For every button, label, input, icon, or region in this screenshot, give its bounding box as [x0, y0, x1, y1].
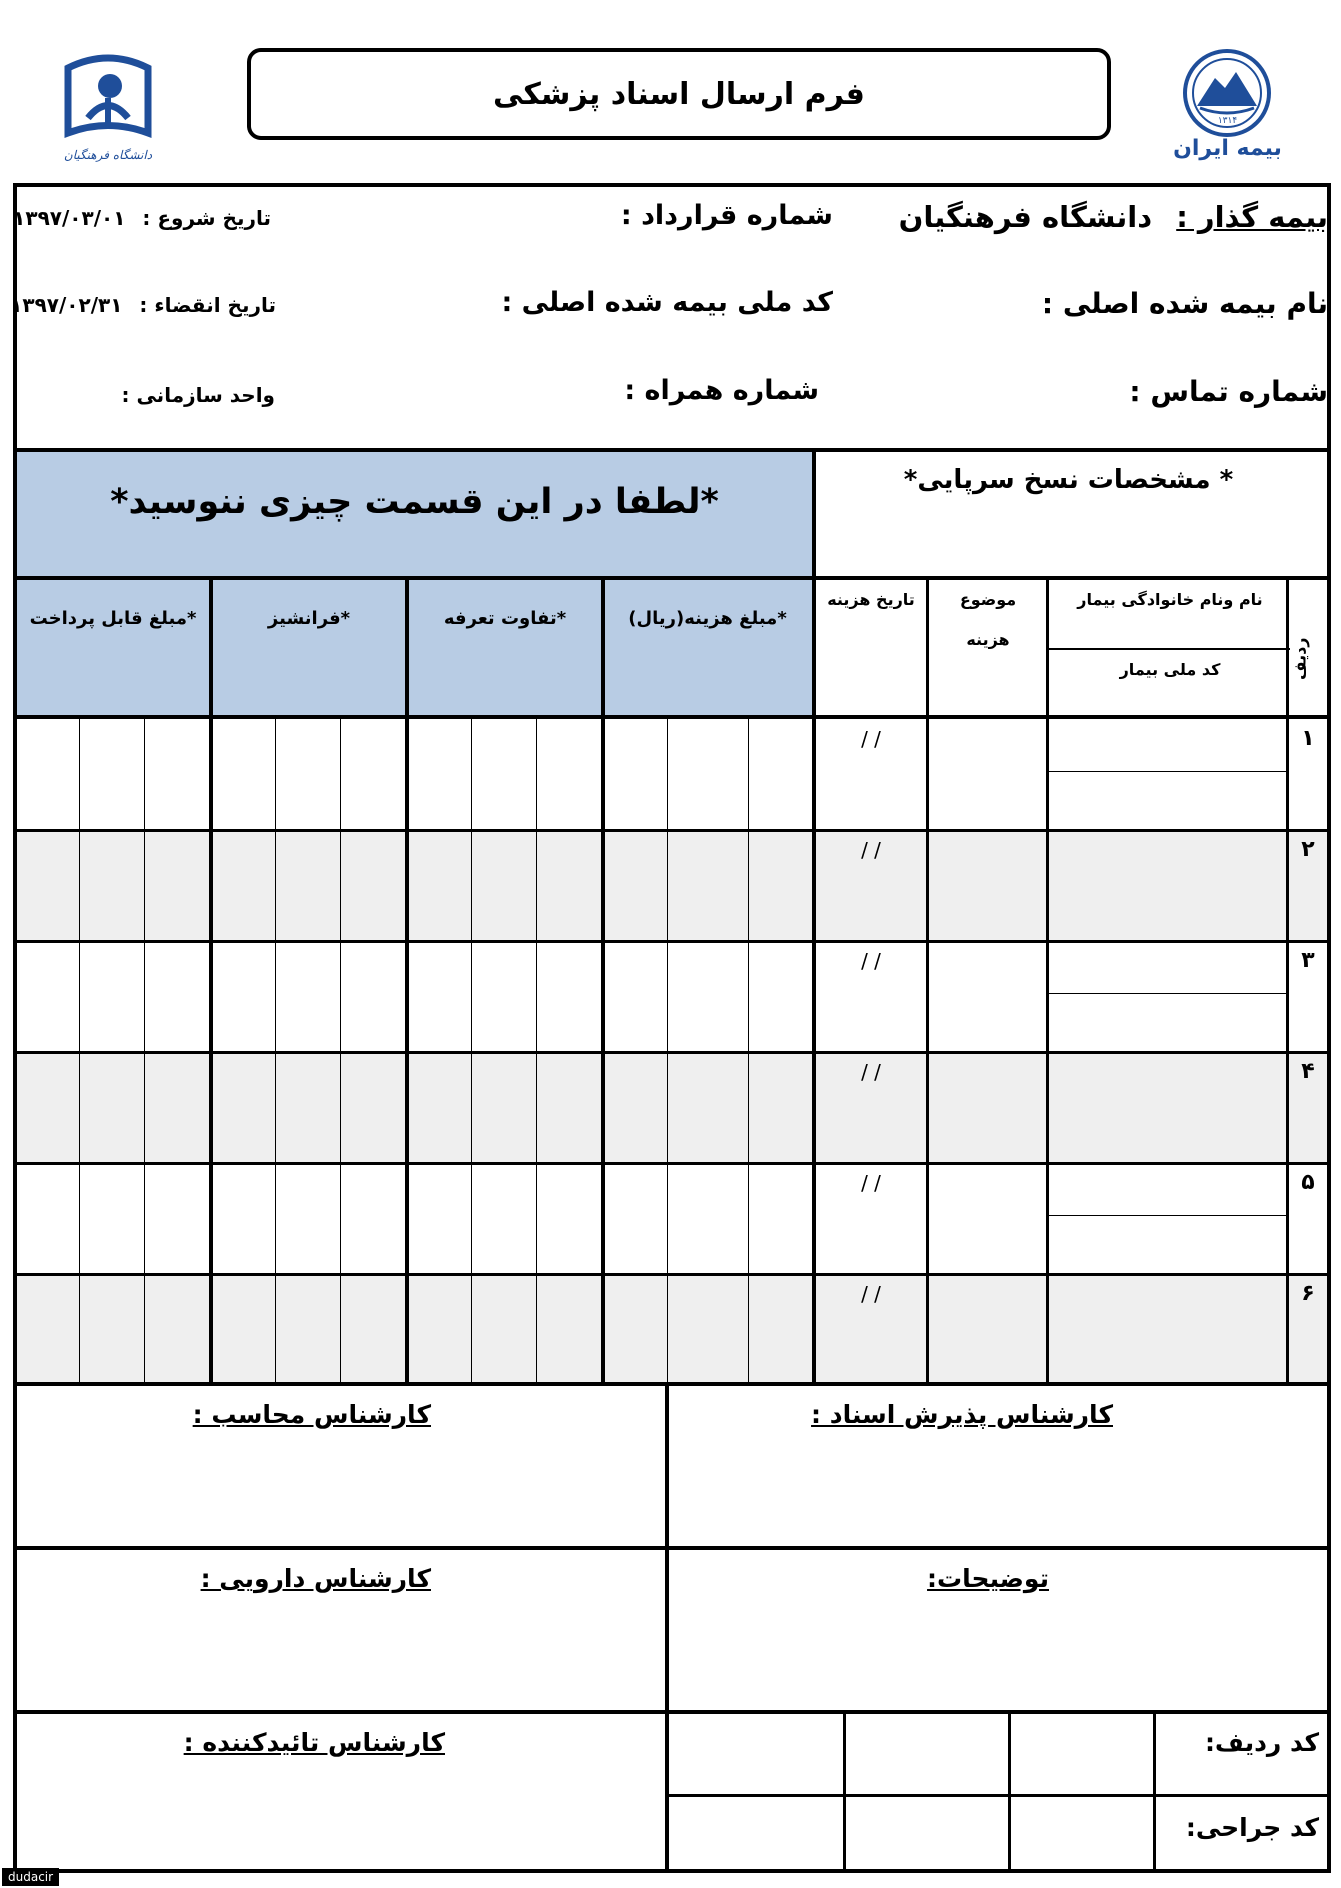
farhangian-university-logo [58, 48, 158, 170]
row-number: ۵ [1301, 1170, 1315, 1195]
notice-text: *لطفا در این قسمت چیزی ننوسید* [110, 482, 719, 522]
approver-label[interactable]: کارشناس تائیدکننده : [183, 1728, 445, 1757]
row-number: ۶ [1301, 1281, 1315, 1306]
accountant-label[interactable]: کارشناس محاسب : [192, 1400, 431, 1429]
expense-date-header: تاریخ هزینه [827, 590, 915, 609]
bime-iran-caption: بیمه ایران [1173, 136, 1282, 161]
start-date-row [13, 206, 271, 230]
bime-iran-logo [1170, 48, 1285, 166]
row-header: ردیف [1290, 637, 1310, 680]
mobile-label[interactable]: شماره همراه : [624, 375, 819, 406]
outpatient-header: * مشخصات نسخ سرپایی* [903, 465, 1234, 495]
row-code-label[interactable]: کد ردیف: [1204, 1728, 1319, 1757]
expense-date-field[interactable]: / / [861, 838, 881, 862]
farhangian-caption: دانشگاه فرهنگیان [63, 148, 153, 162]
row-number: ۲ [1301, 837, 1315, 862]
expense-date-field[interactable]: / / [861, 949, 881, 973]
row-bg-4 [17, 1053, 1327, 1164]
amount-header-bg [17, 580, 812, 715]
national-code-label[interactable]: کد ملی بیمه شده اصلی : [501, 287, 833, 318]
expense-amount-header: *مبلغ هزینه(ریال) [628, 608, 787, 629]
expiry-date-label: تاریخ انقضاء : [139, 293, 276, 317]
form-title: فرم ارسال اسناد پزشکی [247, 48, 1111, 140]
insured-name-label[interactable]: نام بیمه شده اصلی : [1041, 287, 1328, 320]
policyholder-label: بیمه گذار : [1176, 200, 1328, 234]
tariff-difference-header: *تفاوت تعرفه [443, 608, 567, 629]
expense-date-field[interactable]: / / [861, 1060, 881, 1084]
expense-subject-header-1: موضوع [959, 590, 1017, 609]
start-date-label: تاریخ شروع : [142, 206, 271, 230]
bime-iran-year: ۱۳۱۴ [1217, 116, 1238, 126]
notes-label[interactable]: توضیحات: [927, 1564, 1049, 1593]
row-bg-6 [17, 1275, 1327, 1382]
pharmacy-label[interactable]: کارشناس دارویی : [200, 1564, 431, 1593]
expense-date-field[interactable]: / / [861, 1282, 881, 1306]
notice-panel [17, 452, 812, 576]
expense-subject-header-2: هزینه [966, 630, 1010, 649]
expiry-date-value: ۱۳۹۷/۰۲/۳۱ [10, 293, 123, 317]
policyholder-value: دانشگاه فرهنگیان [898, 200, 1153, 234]
expiry-date-row [10, 293, 276, 317]
franchise-header: *فرانشیز [267, 608, 351, 629]
contract-number-label[interactable]: شماره قرارداد : [620, 200, 833, 231]
phone-label[interactable]: شماره تماس : [1129, 375, 1328, 408]
row-number: ۳ [1301, 948, 1315, 973]
row-number: ۱ [1301, 726, 1315, 751]
payable-amount-header: *مبلغ قابل پرداخت [29, 608, 197, 629]
expense-date-field[interactable]: / / [861, 1171, 881, 1195]
row-number: ۴ [1301, 1059, 1315, 1084]
expense-date-field[interactable]: / / [861, 727, 881, 751]
watermark: dudacir [2, 1868, 59, 1886]
policyholder-row [899, 200, 1328, 234]
start-date-value: ۱۳۹۷/۰۳/۰۱ [13, 206, 126, 230]
row-bg-2 [17, 831, 1327, 942]
org-unit-label[interactable]: واحد سازمانی : [121, 383, 275, 407]
doc-acceptance-label[interactable]: کارشناس پذیرش اسناد : [811, 1400, 1113, 1429]
patient-code-header: کد ملی بیمار [1119, 660, 1221, 679]
patient-name-header: نام ونام خانوادگی بیمار [1077, 590, 1263, 609]
surgery-code-label[interactable]: کد جراحی: [1185, 1813, 1319, 1842]
